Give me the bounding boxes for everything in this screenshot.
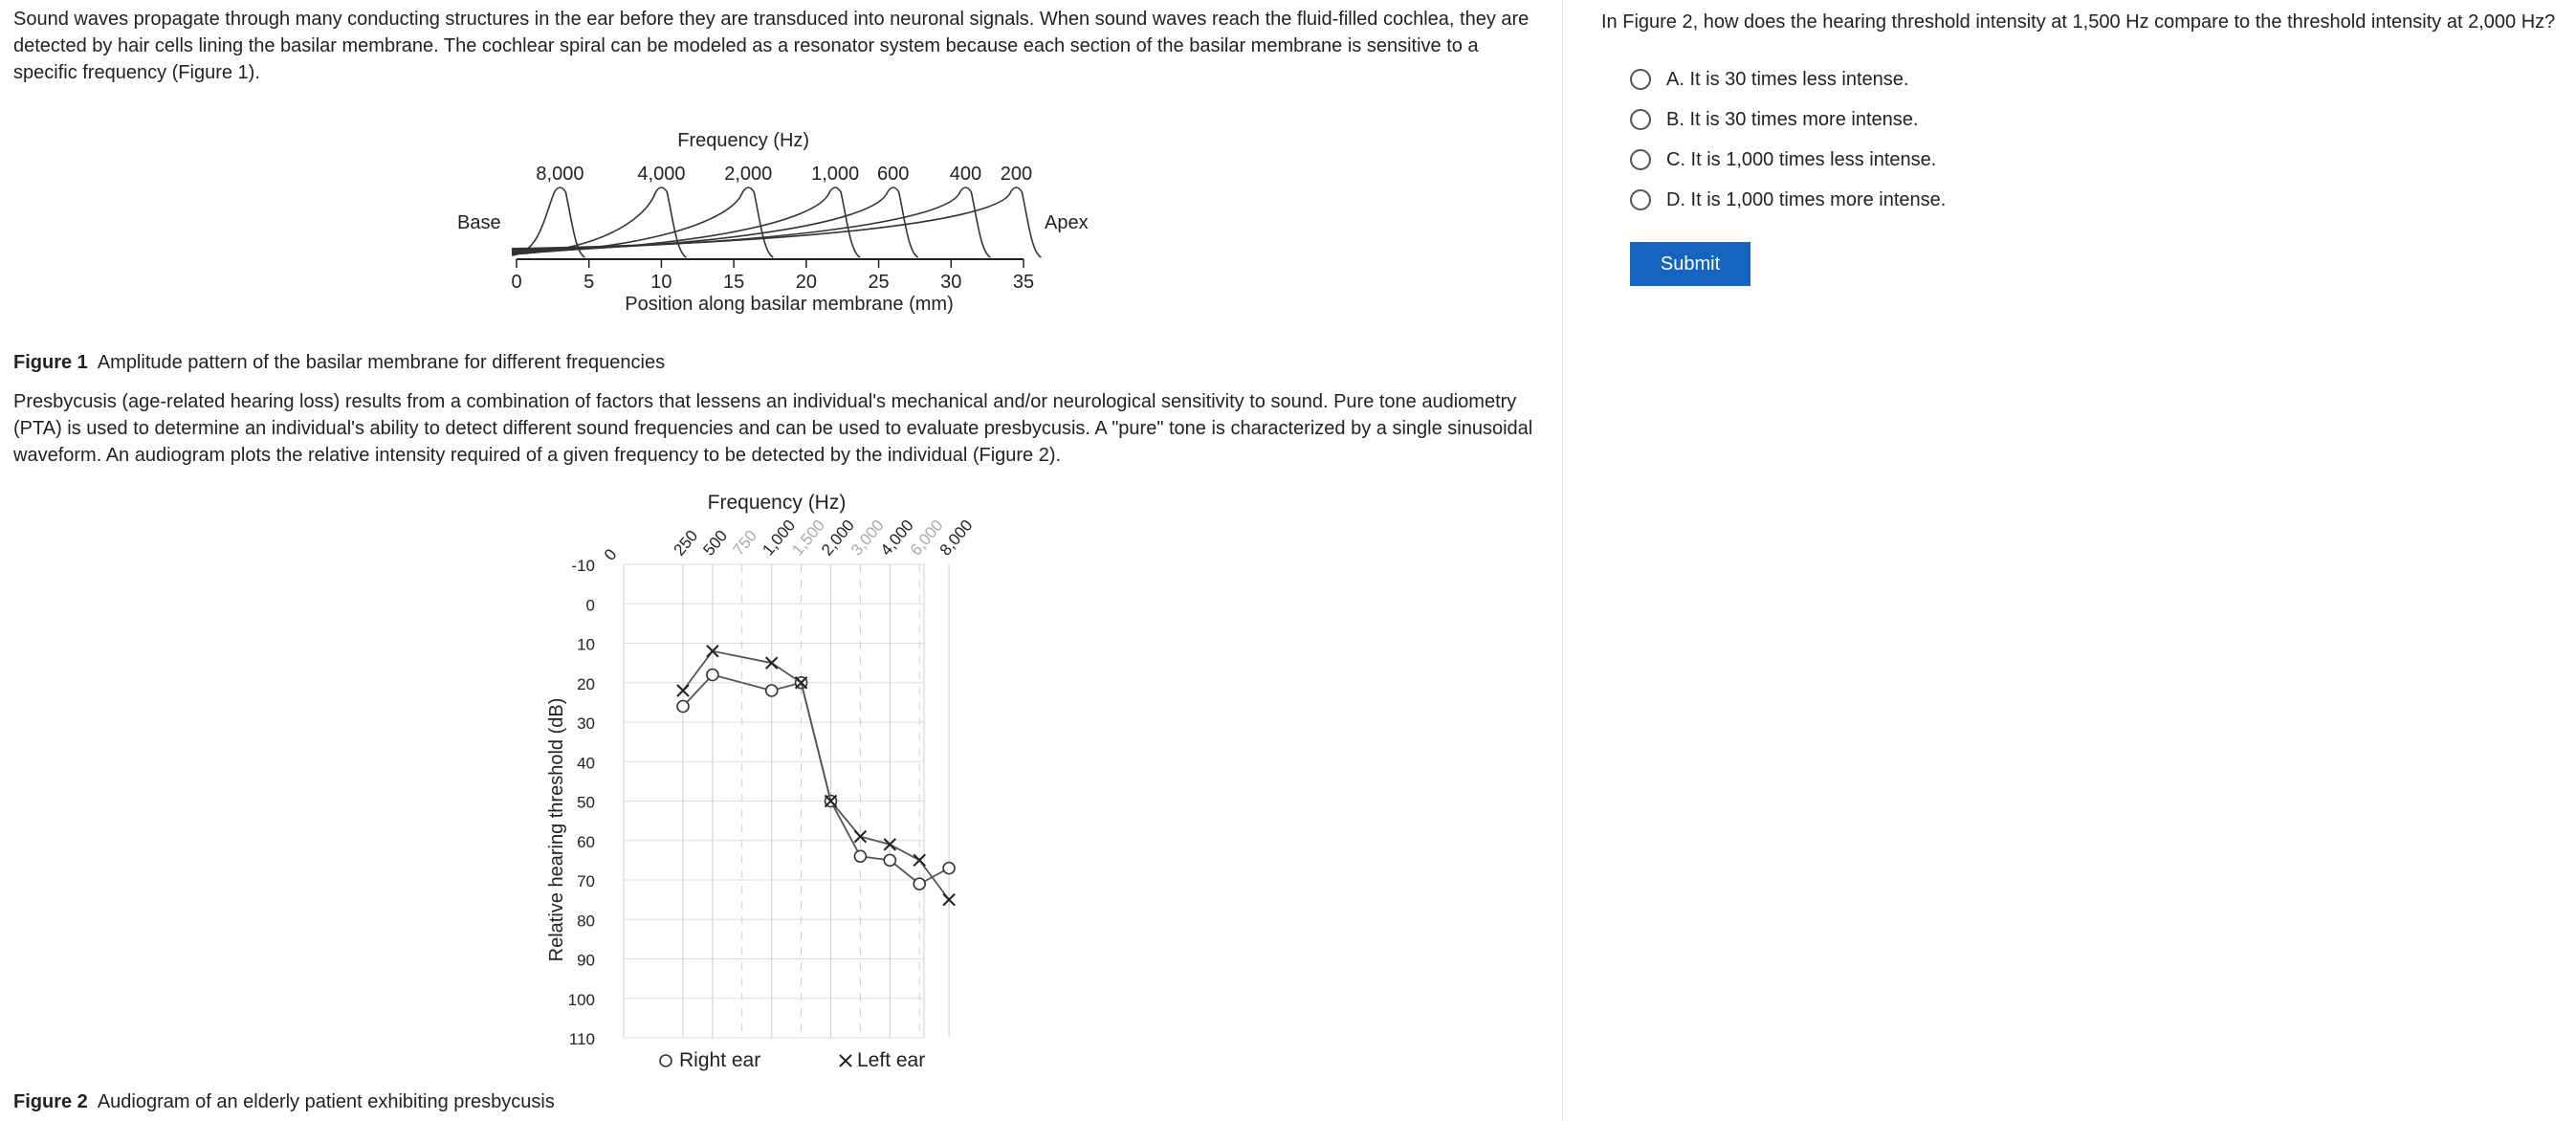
passage-paragraph-2: Presbycusis (age-related hearing loss) results from a combination of factors that lessens an individual's mechanical and/or neurological sensitivity to sound. Pure tone audiometry (PTA) is used to determine an individual's ability to detect different sound frequencies and can be used to evaluate presbycusis. A "pure" tone is characterized by a single sinusoidal waveform. An audiogram plots the relative intensity required of a given frequency to be detected by the individual (Figure 2). xyxy=(13,391,1533,466)
figure-2-caption-label: Figure 2 xyxy=(13,1091,88,1112)
fig2-y-tick-label: 50 xyxy=(577,793,595,812)
option-d[interactable] xyxy=(1630,180,1946,220)
fig2-y-tick-label: 110 xyxy=(568,1030,595,1048)
fig2-y-tick-label: -10 xyxy=(571,557,595,575)
fig2-right-ear-point xyxy=(707,670,718,681)
option-a-label: A. It is 30 times less intense. xyxy=(1666,68,1909,90)
fig2-legend-right-ear-marker xyxy=(660,1055,672,1066)
figure-2-caption xyxy=(13,1091,555,1113)
fig2-right-ear-point xyxy=(677,701,689,713)
fig2-y-tick-label: 90 xyxy=(577,951,595,970)
fig1-frequency-label: 8,000 xyxy=(536,164,584,185)
fig2-right-ear-point xyxy=(914,878,925,890)
radio-a[interactable] xyxy=(1630,69,1651,90)
fig2-right-ear-point xyxy=(884,854,895,866)
fig1-x-axis-label: Position along basilar membrane (mm) xyxy=(625,294,954,315)
figure-1-caption-label: Figure 1 xyxy=(13,352,88,373)
fig2-right-ear-point xyxy=(854,850,866,862)
fig2-x-tick-label: 3,000 xyxy=(847,516,888,560)
submit-button[interactable]: Submit xyxy=(1630,242,1750,286)
fig1-frequency-label: 2,000 xyxy=(724,164,773,185)
fig2-y-tick-label: 60 xyxy=(577,832,595,851)
fig1-x-tick-label: 20 xyxy=(795,272,817,293)
fig2-x-tick-label: 8,000 xyxy=(936,516,977,560)
question-pane xyxy=(1562,0,2576,1121)
fig2-right-ear-point xyxy=(766,685,778,696)
figure-2-audiogram xyxy=(536,483,1033,1086)
fig2-legend-left-ear: Left ear xyxy=(857,1049,926,1071)
fig1-x-tick-label: 0 xyxy=(511,272,522,293)
fig2-left-ear-line xyxy=(683,651,949,900)
fig2-x-tick-label: 750 xyxy=(729,526,761,560)
question-stem: In Figure 2, how does the hearing threshold intensity at 1,500 Hz compare to the threshold intensity at 2,000 Hz? xyxy=(1601,11,2556,33)
fig1-x-tick-label: 35 xyxy=(1012,272,1035,293)
fig1-amplitude-curve xyxy=(512,187,773,257)
fig2-x-tick-label: 2,000 xyxy=(818,516,858,560)
fig2-right-ear-point xyxy=(943,863,955,874)
fig2-y-tick-label: 10 xyxy=(577,635,595,654)
passage-paragraph-1: Sound waves propagate through many conducting structures in the ear before they are transduced into neuronal signals. When sound waves reach the fluid-filled cochlea, they are detected by hair cells lining the basilar membrane. The cochlear spiral can be modeled as a resonator system because each section of the basilar membrane is sensitive to a specific frequency (Figure 1). xyxy=(13,9,1530,83)
fig2-x-tick-label: 250 xyxy=(670,526,702,560)
figure-1-caption-text: Amplitude pattern of the basilar membrane for different frequencies xyxy=(97,352,666,373)
fig2-y-tick-label: 80 xyxy=(577,912,595,931)
radio-b[interactable] xyxy=(1630,109,1651,130)
fig1-frequency-label: 400 xyxy=(949,164,982,185)
fig2-y-tick-label: 20 xyxy=(577,674,595,693)
fig2-y-tick-label: 40 xyxy=(577,754,595,773)
fig2-y-axis-label: Relative hearing threshold (dB) xyxy=(546,697,567,962)
fig2-title: Frequency (Hz) xyxy=(707,492,847,514)
fig1-frequency-label: 600 xyxy=(877,164,910,185)
option-a[interactable] xyxy=(1630,59,1946,99)
fig2-y-tick-label: 70 xyxy=(577,872,595,890)
fig2-right-ear-line xyxy=(683,675,949,885)
figure-1-basilar-chart xyxy=(450,120,1119,325)
answer-options xyxy=(1630,59,1946,220)
fig1-frequency-label: 4,000 xyxy=(637,164,686,185)
fig1-x-tick-label: 25 xyxy=(868,272,890,293)
fig2-x-tick-label: 500 xyxy=(699,526,732,560)
fig1-x-tick-label: 10 xyxy=(650,272,672,293)
fig2-x-tick-label: 6,000 xyxy=(906,516,947,560)
fig1-frequency-label: 1,000 xyxy=(811,164,860,185)
fig2-legend-right-ear: Right ear xyxy=(679,1049,761,1071)
radio-c[interactable] xyxy=(1630,149,1651,170)
fig1-x-tick-label: 30 xyxy=(940,272,962,293)
figure-1-caption xyxy=(13,352,665,374)
fig1-frequency-label: 200 xyxy=(1000,164,1033,185)
fig1-x-tick-label: 15 xyxy=(723,272,745,293)
fig1-title: Frequency (Hz) xyxy=(677,130,810,151)
option-c[interactable] xyxy=(1630,140,1946,180)
fig1-base-label: Base xyxy=(457,212,501,233)
fig1-apex-label: Apex xyxy=(1045,212,1089,233)
option-d-label: D. It is 1,000 times more intense. xyxy=(1666,188,1947,210)
radio-d[interactable] xyxy=(1630,189,1651,210)
fig2-x-tick-label: 4,000 xyxy=(876,516,917,560)
fig2-y-tick-label: 30 xyxy=(577,714,595,733)
fig1-x-tick-label: 5 xyxy=(583,272,595,293)
option-b[interactable] xyxy=(1630,99,1946,140)
option-b-label: B. It is 30 times more intense. xyxy=(1666,108,1919,130)
fig2-x-tick-label: 1,000 xyxy=(759,516,800,560)
fig2-y-tick-label: 100 xyxy=(567,990,595,1009)
option-c-label: C. It is 1,000 times less intense. xyxy=(1666,148,1937,170)
fig2-origin-label: 0 xyxy=(600,545,621,564)
fig2-y-tick-label: 0 xyxy=(585,596,595,615)
fig2-x-tick-label: 1,500 xyxy=(788,516,829,560)
figure-2-caption-text: Audiogram of an elderly patient exhibiting presbycusis xyxy=(97,1091,555,1112)
fig2-legend-left-ear-marker xyxy=(840,1055,851,1066)
